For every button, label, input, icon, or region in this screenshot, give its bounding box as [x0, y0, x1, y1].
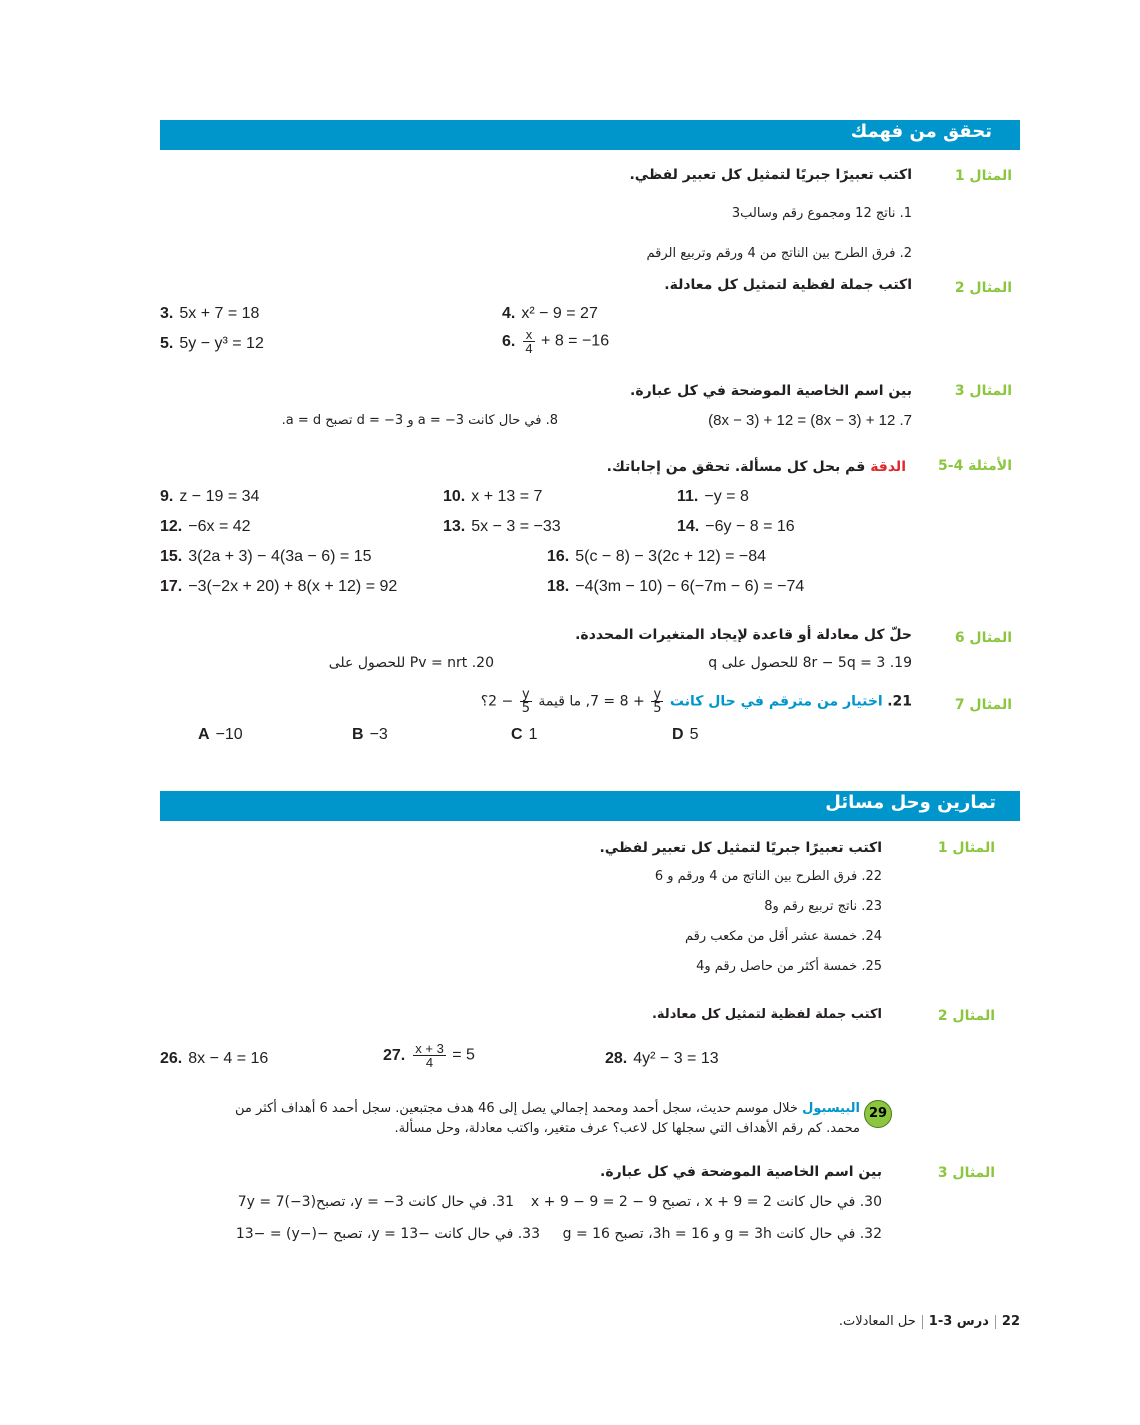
- question-29-line-2: محمد. كم رقم الأهداف التي سجلها كل لاعب؟ عرف متغير، واكتب معادلة، وحل مسألة.: [394, 1121, 860, 1136]
- example-label: المثال 2: [954, 280, 1012, 296]
- question-26: 26. 8x − 4 = 16: [160, 1050, 269, 1067]
- question-25: 25. خمسة أكثر من حاصل رقم و4: [696, 959, 882, 974]
- question-24: 24. خمسة عشر أقل من مكعب رقم: [685, 929, 882, 944]
- question-11: 11. −y = 8: [677, 488, 749, 505]
- question-6: 6. $\frac{x}{4}$ + 8 = −16: [502, 327, 610, 356]
- instruction: بين اسم الخاصية الموضحة في كل عبارة.: [630, 383, 912, 399]
- choice-c[interactable]: C 1: [511, 726, 538, 743]
- question-9: 9. z − 19 = 34: [160, 488, 260, 505]
- lesson-title: حل المعادلات.: [838, 1314, 916, 1329]
- instruction: اكتب تعبيرًا جبريًا لتمثيل كل تعبير لفظي.: [599, 840, 882, 856]
- instruction-with-precision: الدقة قم بحل كل مسألة. تحقق من إجاباتك.: [606, 459, 906, 475]
- question-5: 5. 5y − y³ = 12: [160, 335, 264, 352]
- question-1: 1. ناتج 12 ومجموع رقم وسالب3: [731, 206, 912, 221]
- question-13: 13. 5x − 3 = −33: [443, 518, 561, 535]
- question-29-line-1: البيسبول خلال موسم حديث، سجل أحمد ومحمد إجمالي يصل إلى 46 هدف مجتبعين. سجل أحمد 6 أهداف أكثر من: [234, 1101, 860, 1116]
- page-number: 22: [1001, 1314, 1020, 1329]
- question-21: 21. اختيار من مترقم في حال كانت $\frac{y}{5}$ + 8 = 7, ما قيمة $\frac{y}{5}$ − 2؟: [480, 687, 912, 716]
- question-19: 19. 8r − 5q = 3 للحصول على q: [708, 655, 912, 671]
- instruction: اكتب تعبيرًا جبريًا لتمثيل كل تعبير لفظي.: [629, 167, 912, 183]
- example-label: المثال 2: [937, 1008, 995, 1024]
- question-number-badge: 29: [864, 1100, 892, 1128]
- question-28: 28. 4y² − 3 = 13: [605, 1050, 719, 1067]
- fraction: $\frac{y}{5}$: [521, 687, 530, 716]
- section-banner-check-understanding: [160, 120, 1020, 150]
- instruction: اكتب جملة لفظية لتمثيل كل معادلة.: [651, 1007, 882, 1022]
- question-18: 18. −4(3m − 10) − 6(−7m − 6) = −74: [547, 578, 805, 595]
- question-4: 4. x² − 9 = 27: [502, 305, 598, 322]
- choice-a[interactable]: A −10: [198, 726, 243, 743]
- question-31: 31. في حال كانت y = −3، تصبح7y = 7(−3): [237, 1194, 514, 1210]
- question-17: 17. −3(−2x + 20) + 8(x + 12) = 92: [160, 578, 398, 595]
- question-27: 27. $\frac{x + 3}{4}$ = 5: [383, 1041, 475, 1070]
- fraction: $\frac{x}{4}$: [525, 327, 533, 356]
- example-label: الأمثلة 4-5: [938, 458, 1012, 474]
- fraction: $\frac{x + 3}{4}$: [415, 1041, 444, 1070]
- question-3: 3. 5x + 7 = 18: [160, 305, 260, 322]
- question-15: 15. 3(2a + 3) − 4(3a − 6) = 15: [160, 548, 372, 565]
- section-title: تحقق من فهمك: [850, 121, 992, 142]
- example-label: المثال 7: [954, 697, 1012, 713]
- question-14: 14. −6y − 8 = 16: [677, 518, 795, 535]
- question-23: 23. ناتج تربيع رقم و8: [764, 899, 882, 914]
- question-8: 8. في حال كانت a = −3 و d = −3 تصبح a = d.: [281, 413, 558, 428]
- question-12: 12. −6x = 42: [160, 518, 251, 535]
- instruction: اكتب جملة لفظية لتمثيل كل معادلة.: [664, 277, 912, 293]
- page-footer: [839, 1314, 1020, 1329]
- example-label: المثال 3: [937, 1165, 995, 1181]
- section-banner-practice: [160, 791, 1020, 821]
- instruction: بين اسم الخاصية الموضحة في كل عبارة.: [600, 1164, 882, 1180]
- choice-d[interactable]: D 5: [672, 726, 699, 743]
- lesson-label: درس 3-1: [928, 1314, 989, 1329]
- example-label: المثال 3: [954, 383, 1012, 399]
- example-label: المثال 6: [954, 630, 1012, 646]
- instruction: حلّ كل معادلة أو قاعدة لإيجاد المتغيرات المحددة.: [575, 627, 912, 643]
- question-16: 16. 5(c − 8) − 3(2c + 12) = −84: [547, 548, 767, 565]
- example-label: المثال 1: [937, 840, 995, 856]
- question-22: 22. فرق الطرح بين الناتج من 4 ورقم و 6: [654, 869, 882, 884]
- question-33: 33. في حال كانت −y = 13، تصبح −(−y) = −13: [235, 1226, 540, 1242]
- section-title: تمارين وحل مسائل: [825, 792, 996, 813]
- example-label: المثال 1: [954, 168, 1012, 184]
- question-32: 32. في حال كانت g = 3h و 3h = 16، تصبح g = 16: [562, 1226, 882, 1242]
- question-10: 10. x + 13 = 7: [443, 488, 543, 505]
- choice-b[interactable]: B −3: [352, 726, 388, 743]
- question-20: 20. Pv = nrt للحصول على: [328, 655, 494, 671]
- question-30: 30. في حال كانت x + 9 = 2 ، تصبح x + 9 − 9 = 2 − 9: [530, 1194, 882, 1210]
- question-2: 2. فرق الطرح بين الناتج من 4 ورقم وتربيع الرقم: [646, 246, 912, 261]
- fraction: $\frac{y}{5}$: [653, 687, 662, 716]
- question-7: (8x − 3) + 12 = (8x − 3) + 12 .7: [708, 412, 912, 429]
